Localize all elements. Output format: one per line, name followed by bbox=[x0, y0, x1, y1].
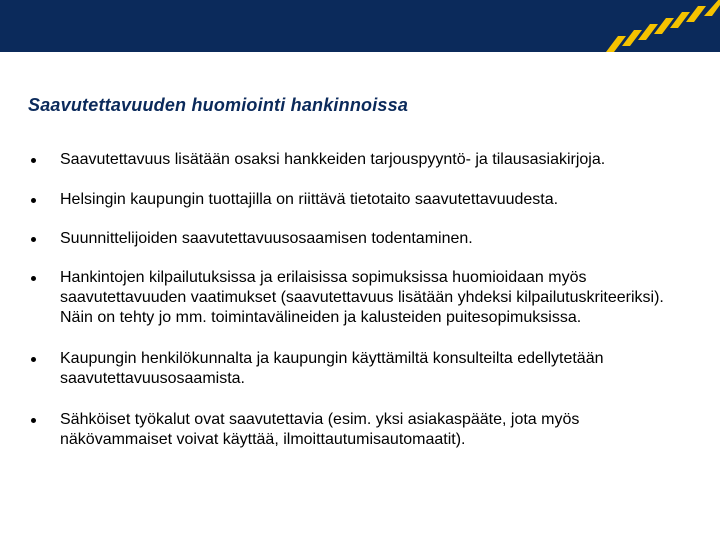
bullet-item bbox=[28, 229, 688, 249]
bullet-text: Saavutettavuus lisätään osaksi hankkeiden tarjouspyyntö- ja tilausasiakirjoja. bbox=[60, 151, 606, 168]
bullet-list bbox=[28, 150, 688, 450]
bullet-item bbox=[28, 410, 688, 450]
bullet-item bbox=[28, 150, 688, 170]
bullet-text: Helsingin kaupungin tuottajilla on riittävä tietotaito saavutettavuudesta. bbox=[60, 191, 559, 208]
bullet-text: Suunnittelijoiden saavutettavuusosaamisen todentaminen. bbox=[60, 230, 473, 247]
bullet-text: Kaupungin henkilökunnalta ja kaupungin käyttämiltä konsulteilta edellytetään saavutettavuusosaamista. bbox=[60, 350, 604, 387]
slide-title: Saavutettavuuden huomiointi hankinnoissa bbox=[28, 95, 409, 115]
yellow-stripes-icon bbox=[0, 0, 720, 52]
header-bar bbox=[0, 0, 720, 52]
bullet-dot-icon bbox=[31, 158, 36, 163]
bullet-item bbox=[28, 190, 688, 210]
bullet-dot-icon bbox=[31, 357, 36, 362]
bullet-dot-icon bbox=[31, 276, 36, 281]
bullet-text: Hankintojen kilpailutuksissa ja erilaisissa sopimuksissa huomioidaan myös saavutettavuuden vaatimukset (saavutettavuus lisätään yhdeksi kilpailutuskriteeriksi). Näin on tehty jo mm. toimintavälineiden ja kalusteiden puitesopimuksissa. bbox=[60, 269, 664, 326]
bullet-item bbox=[28, 268, 688, 328]
bullet-item bbox=[28, 349, 688, 389]
bullet-dot-icon bbox=[31, 237, 36, 242]
bullet-dot-icon bbox=[31, 198, 36, 203]
bullet-dot-icon bbox=[31, 418, 36, 423]
bullet-text: Sähköiset työkalut ovat saavutettavia (esim. yksi asiakaspääte, jota myös näkövammaiset voivat käyttää, ilmoittautumisautomaatit). bbox=[60, 411, 580, 448]
